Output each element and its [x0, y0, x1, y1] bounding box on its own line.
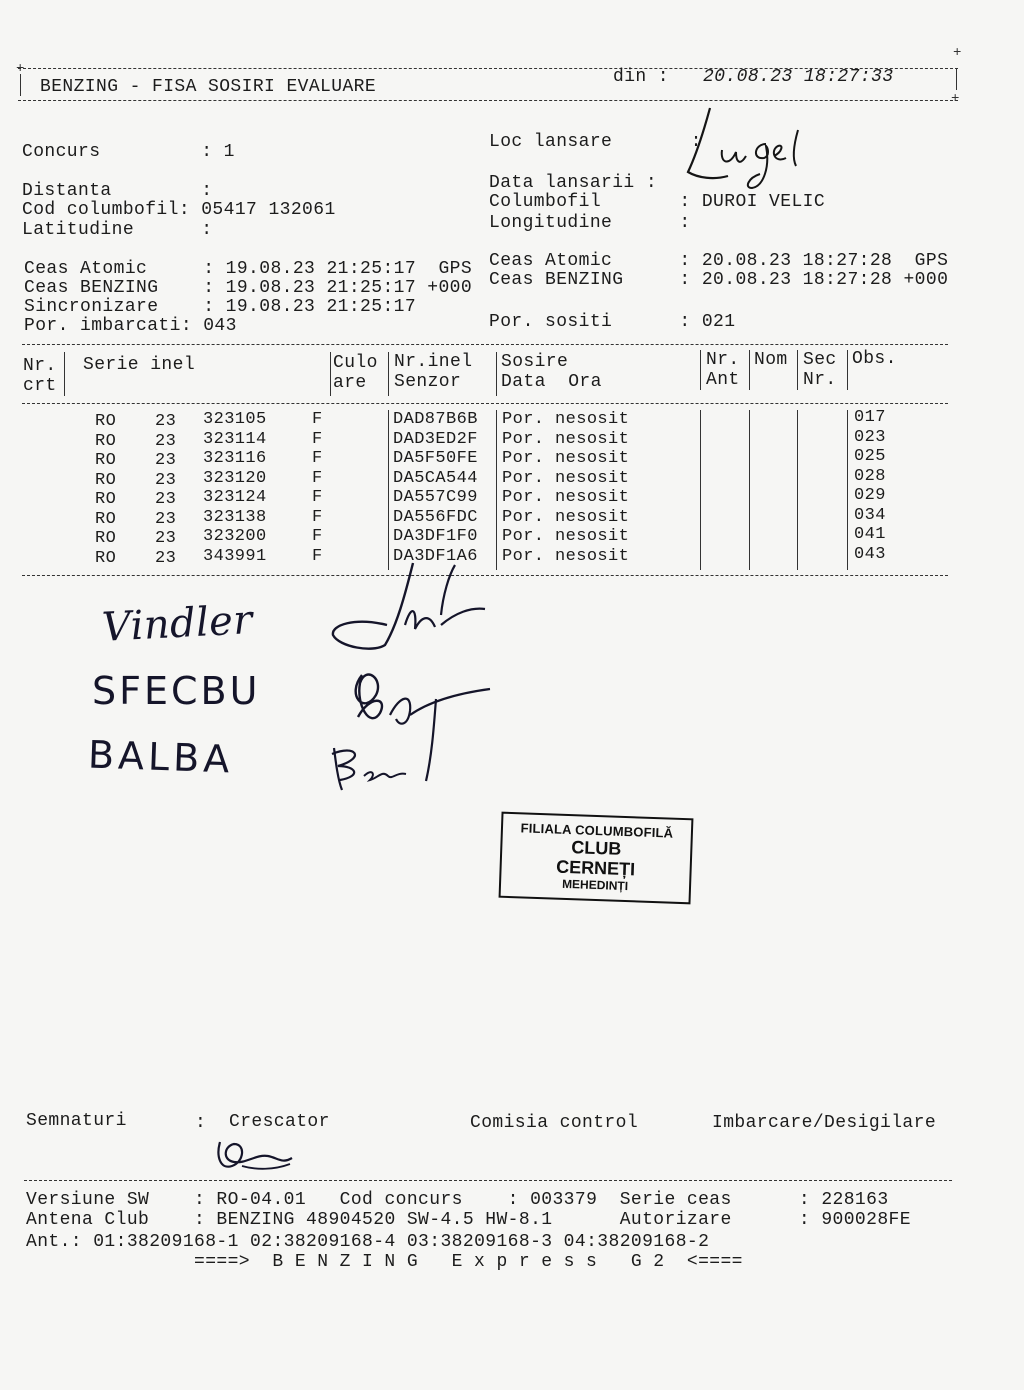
header-bottom-border	[18, 100, 958, 101]
row-status: Por. nesosit	[502, 469, 630, 488]
stamp-line-3: CERNEȚI	[555, 856, 636, 880]
row-country: RO	[95, 490, 117, 509]
row-sensor: DA5F50FE	[393, 449, 478, 468]
report-page: + + + BENZING - FISA SOSIRI EVALUARE din : 20.08.23 18:27:33 Concurs : 1 Distanta : Cod columbofil: 05417 132061 Latitudine : Ceas Atomic : 19.08.23 21:25:17 GPS Ceas BENZING : 19.08.23 21:25:17 +000 Sincronizare : 19.08.23 21:25:17 Por. imbarcati: 043 Loc lansare : Data lansarii : Columbofil : DUROI VELIC Longitudine : Ceas Atomic : 20.08.23 18:27:28 GPS Ceas BENZING : 20.08.23 18:27:28 +000 Por. sositi : 021 Nr. crt Serie inel Culo are Nr.inel Senzor Sosire Data Ora Nr. Ant Nom Sec Nr. Obs. RO 23 323105 F DAD87B6B Por. nesosit 017 RO 23 323114 F DAD3ED2F Por. nesosit 023 RO 23 323116 F DA5F50FE Por. nesosit 025 RO 23 323120 F DA5CA544 Por. nesosit 028 RO 23 323124 F DA557C99 Por. nesosit 029 RO 23 323138 F DA556FDC Por. nesosit 034 RO 23 323200 F DA3DF1F0 Por. nesosit 041 RO 23 343991 F DA3DF1A6 Por. nesosit 043 Vindler SFECBU BALBA FILIALA COLUMBOFILĂ CLUB CERNEȚI MEHEDINȚI Semnaturi : Crescator Comisia control Imbarcare/Desigilare Versiune SW : RO-04.01 Cod concurs : 003379 Serie ceas : 228163 Antena Club : BENZING 48904520 SW-4.5 HW-8.1 Autorizare : 900028FE Ant.: 01:38209168-1 02:38209168-4 03:38209168-3 04:38209168-2 ====> B E N Z I N G E x p r e s s G 2 <====	[0, 0, 1024, 1390]
ceas-atomic-left: Ceas Atomic : 19.08.23 21:25:17 GPS	[24, 259, 473, 279]
row-sensor: DA556FDC	[393, 508, 478, 527]
longitudine-line: Longitudine :	[489, 213, 691, 233]
latitudine-line: Latitudine :	[22, 220, 213, 240]
col-nr-inel-2: Senzor	[394, 372, 462, 392]
row-sensor: DA5CA544	[393, 469, 478, 488]
row-country: RO	[95, 451, 117, 470]
handwritten-name-1: Vindler	[100, 597, 254, 651]
row-year: 23	[155, 549, 177, 568]
col-culoare-1: Culo	[333, 353, 378, 373]
data-lansarii-line: Data lansarii :	[489, 173, 658, 193]
table-top-border	[22, 344, 948, 345]
row-status: Por. nesosit	[502, 430, 630, 449]
row-country: RO	[95, 510, 117, 529]
row-sensor: DA3DF1F0	[393, 527, 478, 546]
columbofil-line: Columbofil : DUROI VELIC	[489, 192, 826, 212]
stamp-line-2: CLUB	[571, 837, 622, 859]
row-status: Por. nesosit	[502, 449, 630, 468]
stamp-line-1: FILIALA COLUMBOFILĂ	[520, 820, 674, 841]
row-year: 23	[155, 412, 177, 431]
row-year: 23	[155, 529, 177, 548]
col-sosire-1: Sosire	[501, 352, 569, 372]
col-nr-crt-2: crt	[23, 376, 57, 396]
col-obs: Obs.	[852, 349, 897, 369]
col-nr-ant-2: Ant	[706, 370, 740, 390]
row-status: Por. nesosit	[502, 508, 630, 527]
row-ring: 323200	[203, 527, 267, 546]
footer-line-4: ====> B E N Z I N G E x p r e s s G 2 <====	[194, 1252, 743, 1272]
footer-line-1: Versiune SW : RO-04.01 Cod concurs : 003379 Serie ceas : 228163	[26, 1190, 889, 1210]
col-sec-nr-1: Sec	[803, 350, 837, 370]
row-sensor: DA557C99	[393, 488, 478, 507]
row-status: Por. nesosit	[502, 410, 630, 429]
crescator-label: Crescator	[229, 1112, 330, 1132]
por-imbarcati-line: Por. imbarcati: 043	[24, 316, 237, 336]
handwritten-signature-top	[670, 100, 810, 195]
row-obs: 025	[854, 447, 886, 466]
row-country: RO	[95, 412, 117, 431]
signature-3	[326, 740, 416, 795]
row-sex: F	[312, 430, 323, 449]
handwritten-name-3: BALBA	[87, 732, 235, 782]
row-year: 23	[155, 451, 177, 470]
footer-line-2: Antena Club : BENZING 48904520 SW-4.5 HW-8.1 Autorizare : 900028FE	[26, 1210, 911, 1230]
row-year: 23	[155, 432, 177, 451]
row-status: Por. nesosit	[502, 527, 630, 546]
col-culoare-2: are	[333, 373, 367, 393]
report-date: 20.08.23 18:27:33	[703, 67, 894, 87]
footer-line-3: Ant.: 01:38209168-1 02:38209168-4 03:38209168-3 04:38209168-2	[26, 1232, 710, 1252]
col-nr-inel-1: Nr.inel	[394, 352, 473, 372]
row-ring: 323105	[203, 410, 267, 429]
semnaturi-colon: :	[195, 1113, 207, 1133]
row-ring: 323138	[203, 508, 267, 527]
distanta-line: Distanta :	[22, 181, 213, 201]
row-sex: F	[312, 410, 323, 429]
row-ring: 323114	[203, 430, 267, 449]
table-header-separator	[22, 403, 948, 404]
table-row	[0, 545, 1024, 569]
row-obs: 028	[854, 467, 886, 486]
row-sex: F	[312, 488, 323, 507]
row-sex: F	[312, 527, 323, 546]
row-country: RO	[95, 549, 117, 568]
col-sec-nr-2: Nr.	[803, 370, 837, 390]
row-ring: 323124	[203, 488, 267, 507]
row-sex: F	[312, 547, 323, 566]
col-nr-ant-1: Nr.	[706, 350, 740, 370]
date-label: din :	[613, 67, 670, 87]
concurs-line: Concurs : 1	[22, 142, 235, 162]
header-right-bar	[956, 68, 957, 90]
sincronizare-line: Sincronizare : 19.08.23 21:25:17	[24, 297, 417, 317]
row-country: RO	[95, 529, 117, 548]
semnaturi-label: Semnaturi	[26, 1111, 127, 1131]
row-obs: 029	[854, 486, 886, 505]
cod-columbofil-line: Cod columbofil: 05417 132061	[22, 200, 336, 220]
ceas-benzing-left: Ceas BENZING : 19.08.23 21:25:17 +000	[24, 278, 473, 298]
club-stamp	[499, 812, 694, 905]
col-sosire-2: Data Ora	[501, 372, 602, 392]
row-sensor: DAD87B6B	[393, 410, 478, 429]
row-sex: F	[312, 449, 323, 468]
row-ring: 343991	[203, 547, 267, 566]
crescator-signature	[212, 1136, 302, 1176]
imbarcare-label: Imbarcare/Desigilare	[712, 1113, 937, 1133]
row-sex: F	[312, 469, 323, 488]
row-country: RO	[95, 471, 117, 490]
row-year: 23	[155, 510, 177, 529]
header-left-bar	[20, 74, 21, 96]
row-year: 23	[155, 471, 177, 490]
loc-lansare-line: Loc lansare :	[489, 132, 702, 152]
row-status: Por. nesosit	[502, 547, 630, 566]
row-sensor: DAD3ED2F	[393, 430, 478, 449]
handwritten-name-2: SFECBU	[92, 669, 261, 713]
row-status: Por. nesosit	[502, 488, 630, 507]
row-obs: 017	[854, 408, 886, 427]
por-sositi-line: Por. sositi : 021	[489, 312, 736, 332]
row-ring: 323116	[203, 449, 267, 468]
row-obs: 041	[854, 525, 886, 544]
comisia-control-label: Comisia control	[470, 1113, 639, 1133]
col-nom: Nom	[754, 350, 788, 370]
report-title: BENZING - FISA SOSIRI EVALUARE	[40, 77, 377, 97]
signature-1	[325, 555, 495, 665]
stamp-line-4: MEHEDINȚI	[561, 876, 629, 894]
ceas-atomic-right: Ceas Atomic : 20.08.23 18:27:28 GPS	[489, 251, 949, 271]
col-nr-crt-1: Nr.	[23, 356, 57, 376]
ceas-benzing-right: Ceas BENZING : 20.08.23 18:27:28 +000	[489, 270, 949, 290]
row-sensor: DA3DF1A6	[393, 547, 478, 566]
row-obs: 034	[854, 506, 886, 525]
row-obs: 043	[854, 545, 886, 564]
row-year: 23	[155, 490, 177, 509]
col-serie-inel: Serie inel	[83, 355, 196, 375]
row-country: RO	[95, 432, 117, 451]
row-sex: F	[312, 508, 323, 527]
row-ring: 323120	[203, 469, 267, 488]
row-obs: 023	[854, 428, 886, 447]
footer-separator	[24, 1180, 952, 1181]
